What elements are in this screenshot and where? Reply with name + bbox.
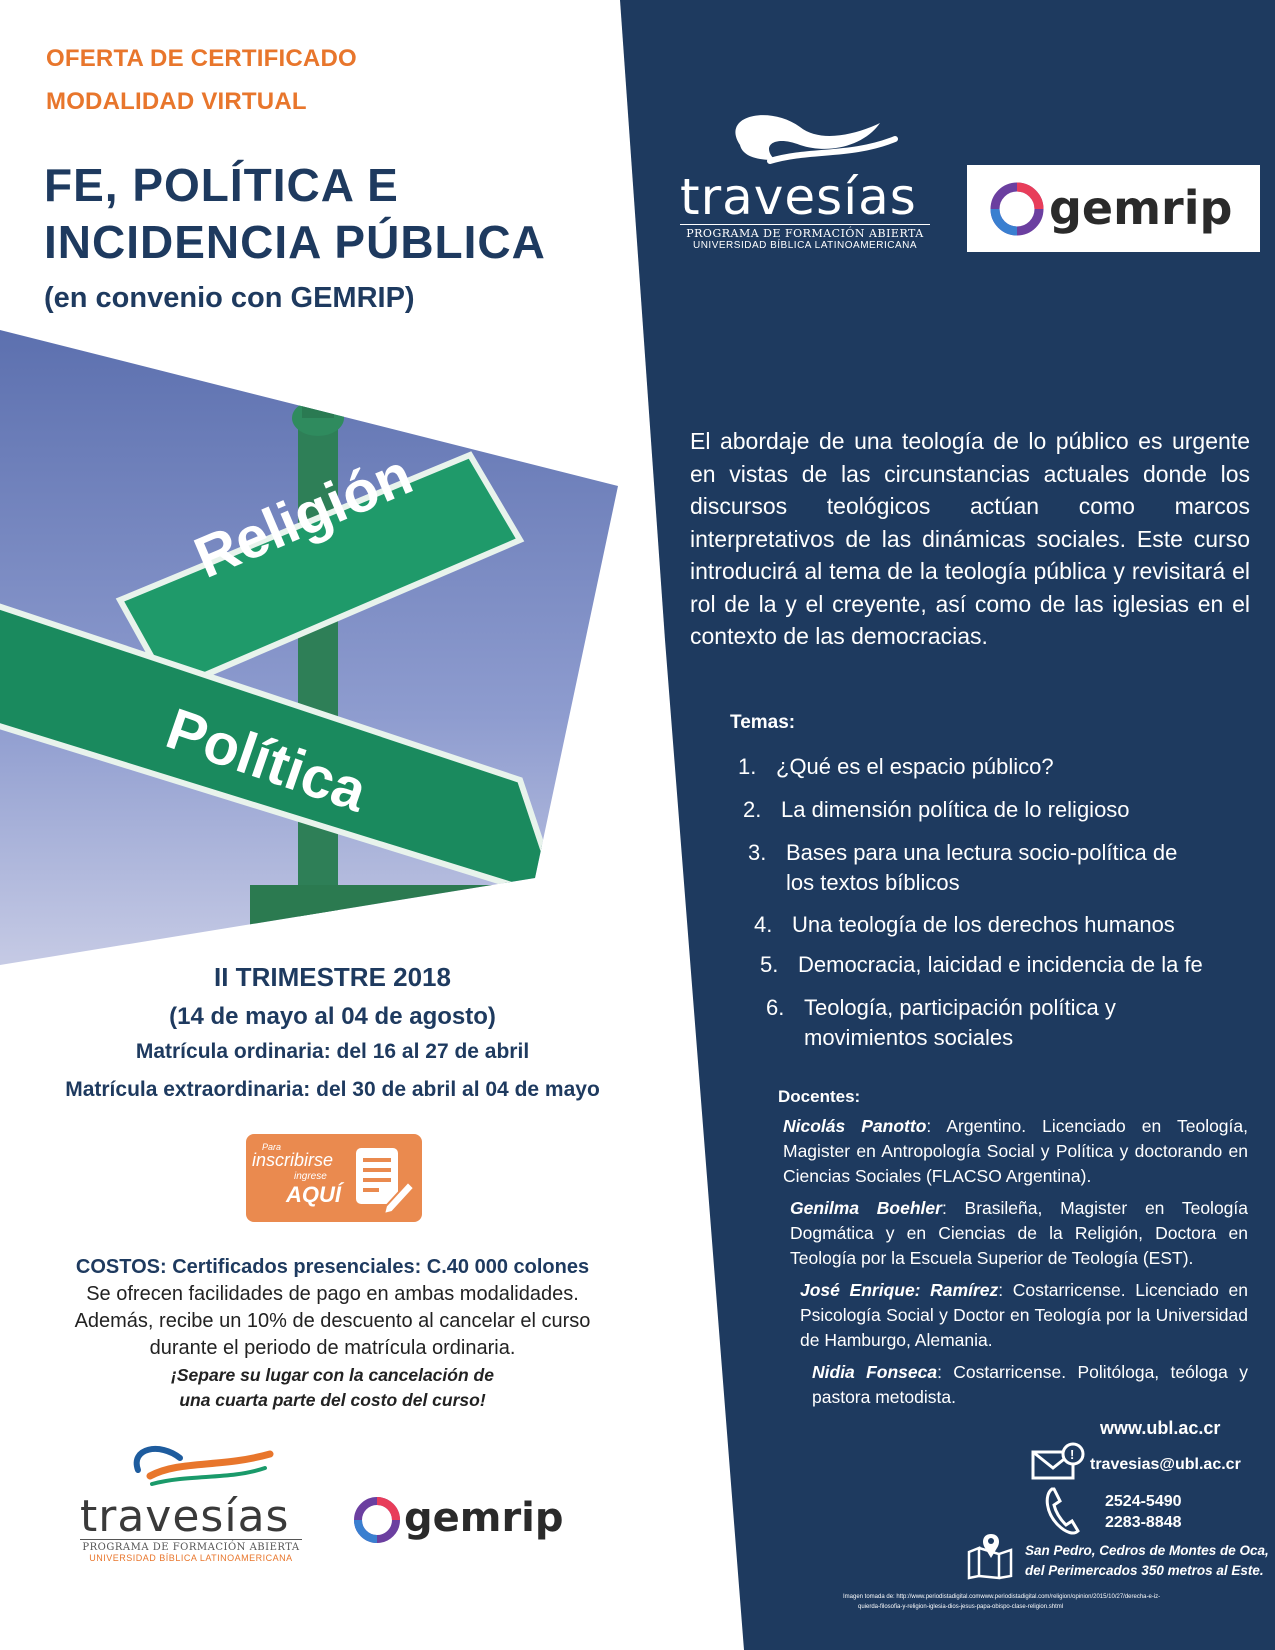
image-credit-line2: quierda-filosofia-y-religion-iglesia-dios-jesus-papa-obispo-clase-religion.shtml (858, 1604, 1064, 1610)
address-line1: San Pedro, Cedros de Montes de Oca, (1025, 1543, 1269, 1558)
sign-politica-text: Política (158, 695, 375, 825)
docente-entry: Nicolás Panotto: Argentino. Licenciado en Teología, Magister en Antropología Social y Política y doctorando en Ciencias Sociales (FLACSO Argentina). (783, 1116, 1248, 1186)
svg-text:!: ! (1070, 1447, 1075, 1462)
modality-kicker: MODALIDAD VIRTUAL (46, 88, 307, 115)
map-pin-icon (965, 1530, 1015, 1580)
travesias-program: PROGRAMA DE FORMACIÓN ABIERTA (680, 224, 930, 240)
gemrip-word-bottom: gemrip (404, 1495, 564, 1541)
signpost-photo (0, 320, 640, 980)
gemrip-ring-icon-bottom (350, 1493, 404, 1547)
address-line2: del Perimercados 350 metros al Este. (1025, 1563, 1264, 1578)
course-dates: (14 de mayo al 04 de agosto) (169, 1003, 496, 1030)
page-subtitle: (en convenio con GEMRIP) (44, 282, 415, 314)
tema-item: 5. Democracia, laicidad e incidencia de la fe (760, 952, 1203, 977)
trimester-heading: II TRIMESTRE 2018 (214, 962, 451, 992)
travesias-university: UNIVERSIDAD BÍBLICA LATINOAMERICANA (692, 240, 918, 251)
course-intro: El abordaje de una teología de lo público es urgente en vistas de las circunstancias actuales donde los discursos teológicos actúan como marcos interpretativos de las dinámicas sociales. Este curso introducirá al tema de la teología pública y revisitará el rol de la y el creyente, así como de las iglesias en el contexto de las democracias. (690, 428, 1250, 649)
tema-item: 4. Una teología de los derechos humanos (754, 912, 1175, 937)
costs-line1: COSTOS: Certificados presenciales: C.40 000 colones (75, 1256, 590, 1278)
phone-1: 2524-5490 (1105, 1493, 1182, 1510)
tema-item: 1. ¿Qué es el espacio público? (738, 754, 1054, 779)
wave-color-icon (80, 1440, 310, 1490)
page-title-line1: FE, POLÍTICA E (44, 159, 399, 211)
travesias-program-bottom: PROGRAMA DE FORMACIÓN ABIERTA (80, 1539, 302, 1553)
costs-line4: durante el periodo de matrícula ordinaria. (149, 1337, 516, 1359)
page-title-line2: INCIDENCIA PÚBLICA (44, 216, 546, 268)
travesias-word-bottom: travesías (80, 1491, 290, 1542)
travesias-logo-bottom (80, 1440, 310, 1570)
gemrip-ring-icon (987, 179, 1047, 239)
tema-item: 2. La dimensión política de lo religioso (743, 797, 1130, 822)
phone-2: 2283-8848 (1105, 1514, 1182, 1531)
gemrip-logo-top (967, 165, 1260, 252)
gemrip-word-top: gemrip (1049, 181, 1233, 235)
costs-line6: una cuarta parte del costo del curso! (179, 1390, 486, 1410)
enroll-button[interactable]: Para inscribirse ingrese AQUÍ (246, 1134, 422, 1222)
travesias-word: travesías (680, 168, 917, 226)
docente-entry: Genilma Boehler: Brasileña, Magister en Teología Dogmática y en Ciencias de la Religión, Doctora en Teología por la Escuela Superior de Teología (EST). (790, 1198, 1248, 1268)
costs-line5: ¡Separe su lugar con la cancelación de (171, 1365, 494, 1385)
gemrip-logo-bottom (340, 1480, 590, 1560)
website-link[interactable]: www.ubl.ac.cr (1100, 1418, 1221, 1438)
travesias-logo-top (680, 105, 945, 255)
costs-line3: Además, recibe un 10% de descuento al cancelar el curso (74, 1310, 591, 1332)
form-edit-icon (350, 1144, 414, 1214)
image-credit-line1: Imagen tomada de: http://www.periodistadigital.comwww.periodistadigital.com/religion/opinion/2015/10/27/derecha-e-iz- (843, 1594, 1161, 1600)
docentes-heading: Docentes: (778, 1087, 861, 1106)
tema-item: 3. Bases para una lectura socio-política de los textos bíblicos (748, 840, 1178, 895)
extraordinary-enrollment: Matrícula extraordinaria: del 30 de abril al 04 de mayo (65, 1078, 600, 1101)
costs-line2: Se ofrecen facilidades de pago en ambas modalidades. (86, 1283, 579, 1305)
email-link[interactable]: travesias@ubl.ac.cr (1090, 1456, 1241, 1473)
ordinary-enrollment: Matrícula ordinaria: del 16 al 27 de abril (135, 1040, 530, 1063)
phone-icon (1042, 1485, 1082, 1537)
tema-item: 6. Teología, participación política y movimientos sociales (766, 995, 1116, 1050)
docente-entry: Nidia Fonseca: Costarricense. Politóloga, teóloga y pastora metodista. (812, 1362, 1248, 1407)
offer-kicker: OFERTA DE CERTIFICADO (46, 45, 357, 72)
sign-religion-text: Religión (185, 441, 422, 591)
email-icon (1030, 1442, 1086, 1482)
docente-entry: José Enrique: Ramírez: Costarricense. Licenciado en Psicología Social y Doctor en Teología por la Universidad de Hamburgo, Alemania. (800, 1280, 1249, 1350)
temas-heading: Temas: (730, 712, 796, 733)
wave-icon (680, 105, 945, 175)
travesias-university-bottom: UNIVERSIDAD BÍBLICA LATINOAMERICANA (89, 1553, 293, 1563)
